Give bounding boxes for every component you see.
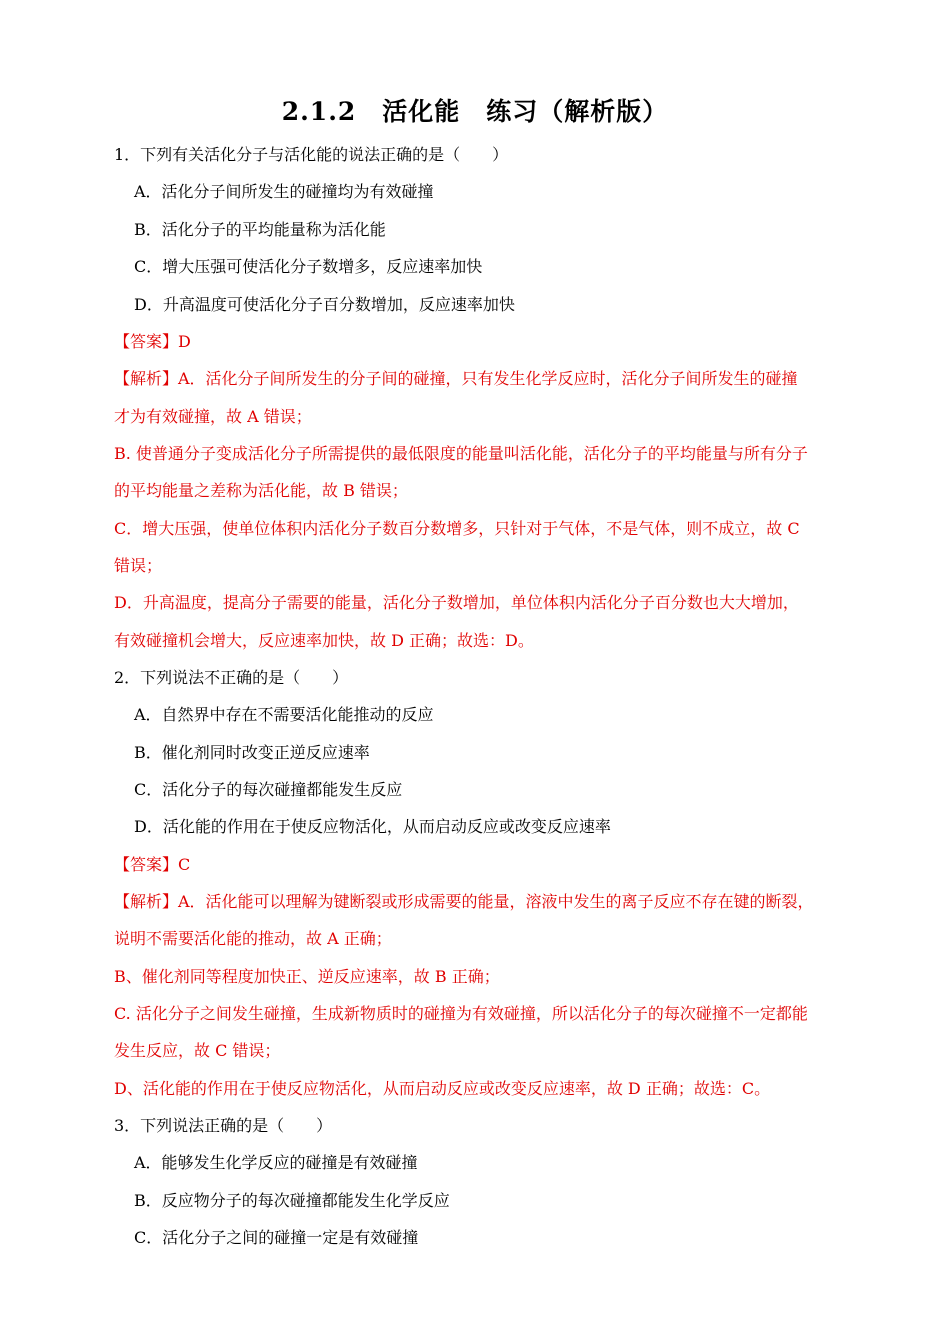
q1-analysis-line: C．增大压强，使单位体积内活化分子数百分数增多，只针对于气体，不是气体，则不成立，故 C (114, 519, 800, 538)
q2-option-c: C．活化分子的每次碰撞都能发生反应 (134, 780, 403, 799)
q1-analysis-line: 的平均能量之差称为活化能，故 B 错误； (114, 481, 408, 500)
q1-analysis-line: 才为有效碰撞，故 A 错误； (114, 407, 312, 426)
q2-analysis-line: D、活化能的作用在于使反应物活化，从而启动反应或改变反应速率，故 D 正确；故选：C。 (114, 1079, 771, 1098)
q2-analysis-line: 说明不需要活化能的推动，故 A 正确； (114, 929, 392, 948)
document-title: 2.1.2 活化能 练习（解析版） (281, 97, 669, 126)
q1-option-b: B．活化分子的平均能量称为活化能 (134, 220, 386, 239)
q1-analysis-line: 错误； (114, 556, 163, 575)
q2-option-d: D．活化能的作用在于使反应物活化，从而启动反应或改变反应速率 (134, 817, 611, 836)
q2-option-b: B．催化剂同时改变正逆反应速率 (134, 743, 370, 762)
q2-answer: 【答案】C (114, 855, 191, 874)
q1-analysis-line: 【解析】A．活化分子间所发生的分子间的碰撞，只有发生化学反应时，活化分子间所发生的碰撞 (114, 369, 798, 388)
q1-option-a: A．活化分子间所发生的碰撞均为有效碰撞 (134, 182, 434, 201)
q3-option-b: B．反应物分子的每次碰撞都能发生化学反应 (134, 1191, 450, 1210)
q1-analysis-line: B. 使普通分子变成活化分子所需提供的最低限度的能量叫活化能，活化分子的平均能量与所有分子 (114, 444, 808, 463)
q3-stem: 3．下列说法正确的是（ ） (114, 1116, 333, 1135)
q1-option-d: D．升高温度可使活化分子百分数增加，反应速率加快 (134, 295, 515, 314)
q2-analysis-line: B、催化剂同等程度加快正、逆反应速率，故 B 正确； (114, 967, 500, 986)
q2-analysis-line: 发生反应，故 C 错误； (114, 1041, 281, 1060)
q1-answer: 【答案】D (114, 332, 191, 351)
q2-analysis-line: C. 活化分子之间发生碰撞，生成新物质时的碰撞为有效碰撞，所以活化分子的每次碰撞不一定都能 (114, 1004, 808, 1023)
q2-option-a: A．自然界中存在不需要活化能推动的反应 (134, 705, 434, 724)
q1-stem: 1．下列有关活化分子与活化能的说法正确的是（ ） (114, 145, 509, 164)
q2-analysis-line: 【解析】A．活化能可以理解为键断裂或形成需要的能量，溶液中发生的离子反应不存在键的断裂， (114, 892, 814, 911)
q1-analysis-line: D．升高温度，提高分子需要的能量，活化分子数增加，单位体积内活化分子百分数也大大增加， (114, 593, 799, 612)
q3-option-c: C．活化分子之间的碰撞一定是有效碰撞 (134, 1228, 419, 1247)
q1-option-c: C．增大压强可使活化分子数增多，反应速率加快 (134, 257, 483, 276)
q3-option-a: A．能够发生化学反应的碰撞是有效碰撞 (134, 1153, 418, 1172)
q2-stem: 2．下列说法不正确的是（ ） (114, 668, 349, 687)
q1-analysis-line: 有效碰撞机会增大，反应速率加快，故 D 正确；故选：D。 (114, 631, 534, 650)
